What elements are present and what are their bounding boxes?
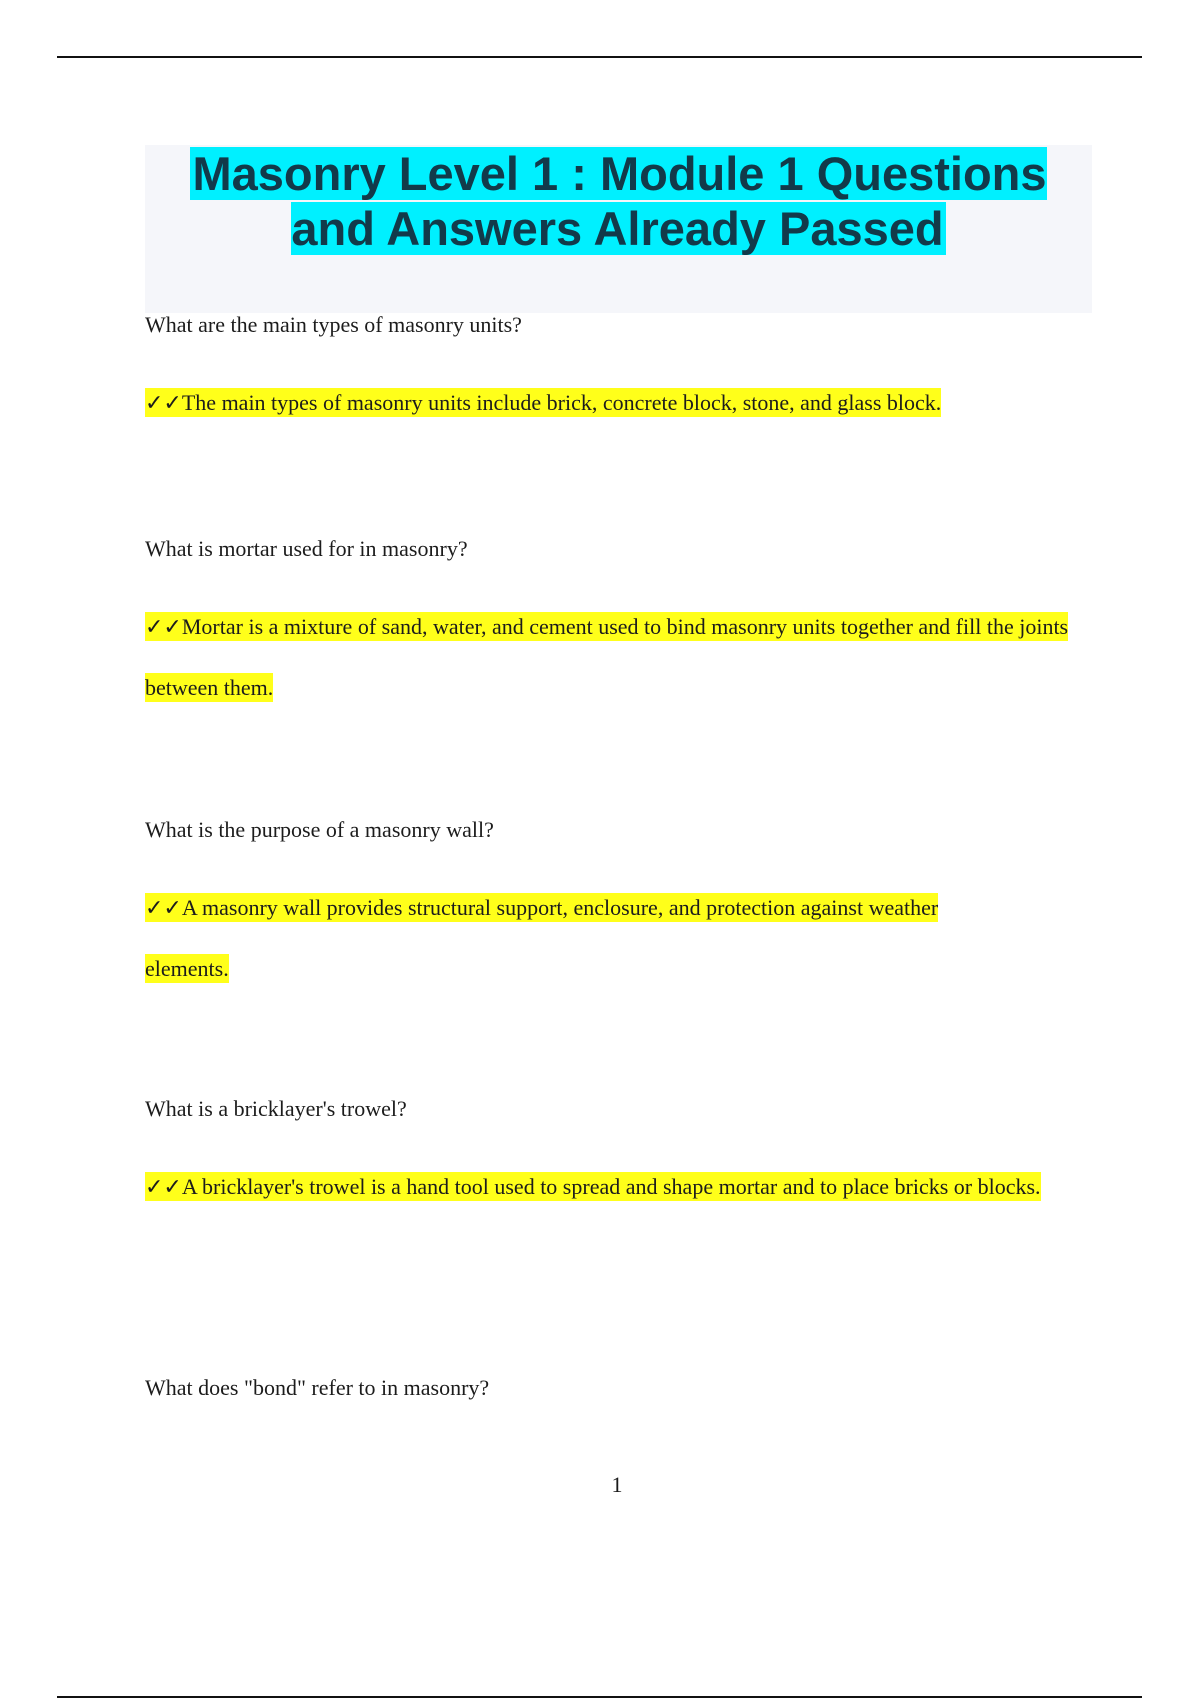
bottom-rule [57,1696,1142,1698]
answer-2 [145,596,1070,718]
answer-1-text: ✓✓The main types of masonry units include brick, concrete block, stone, and glass block. [145,390,942,415]
answer-4-text: ✓✓A bricklayer's trowel is a hand tool used to spread and shape mortar and to place bricks or blocks. [145,1174,1041,1199]
title-text: Masonry Level 1 : Module 1 Questions and Answers Already Passed [192,147,1047,255]
question-2: What is mortar used for in masonry? [145,536,468,561]
top-rule [57,56,1142,58]
answer-1 [145,372,1125,433]
question-1: What are the main types of masonry units? [145,312,522,337]
question-3: What is the purpose of a masonry wall? [145,817,494,842]
question-5: What does "bond" refer to in masonry? [145,1375,490,1400]
answer-2-text: ✓✓Mortar is a mixture of sand, water, and cement used to bind masonry units together and fill the joints between them. [145,614,1069,700]
question-4: What is a bricklayer's trowel? [145,1096,407,1121]
page-number: 1 [611,1472,623,1497]
answer-4 [145,1156,1060,1217]
answer-3-text: ✓✓A masonry wall provides structural support, enclosure, and protection against weather elements. [145,895,939,981]
page-title [145,146,1092,256]
answer-3 [145,877,1025,999]
